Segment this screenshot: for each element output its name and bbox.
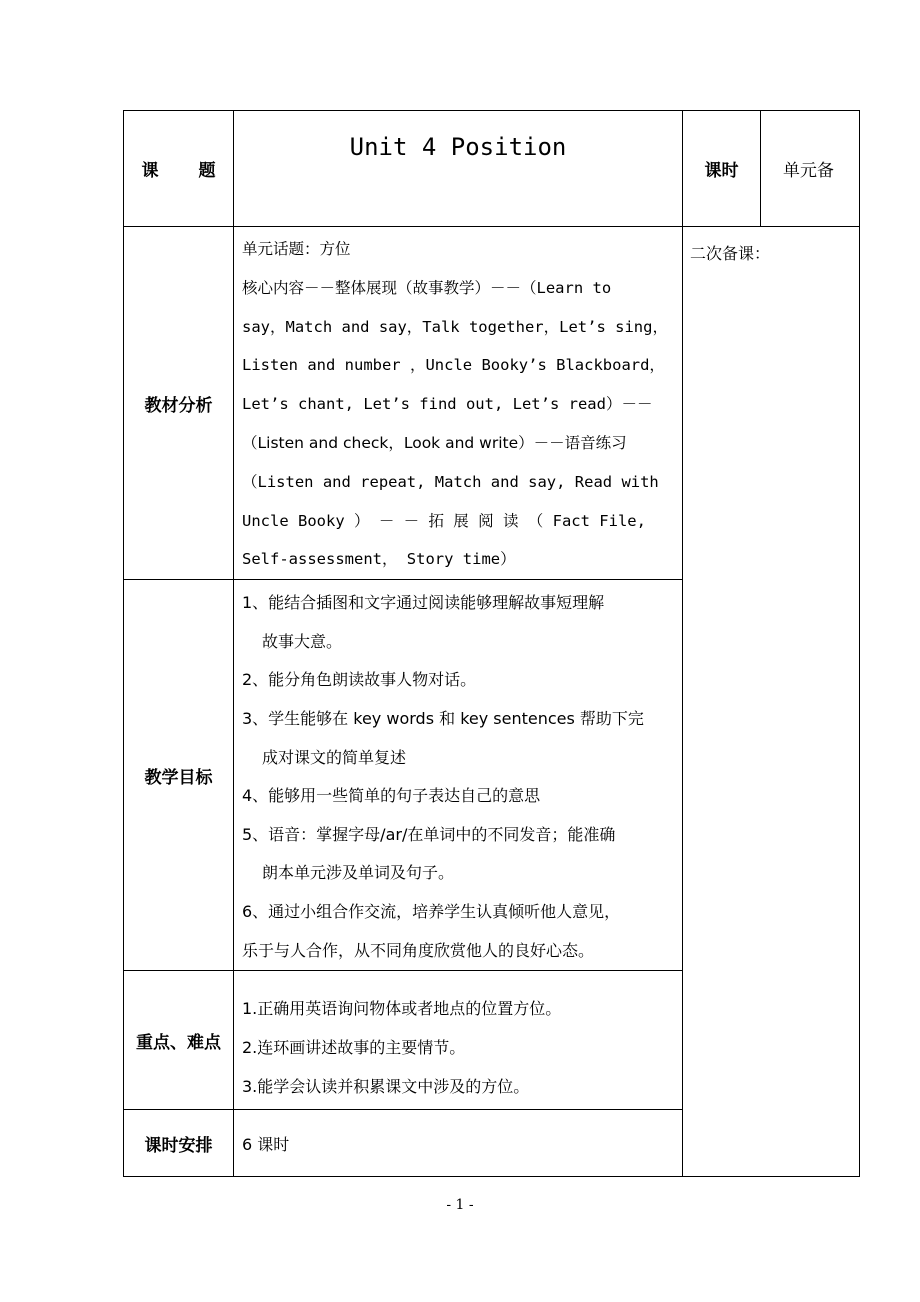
schedule-label: 课时安排 <box>124 1110 234 1177</box>
title-row <box>124 111 860 227</box>
topic-label-left: 课 <box>141 161 159 181</box>
objective-item <box>242 777 676 816</box>
page-number: - 1 - <box>446 1197 474 1213</box>
key-point-item: 1.正确用英语询问物体或者地点的位置方位。 <box>242 999 562 1019</box>
period-value: 单元备 <box>761 111 860 227</box>
objective-item <box>242 700 676 777</box>
objectives-content <box>234 580 683 971</box>
analysis-line: （Listen and check，Look and write）－－语音练习 <box>242 433 627 452</box>
objective-line: 乐于与人合作，从不同角度欣赏他人的良好心态。 <box>242 940 595 960</box>
analysis-line: Uncle Booky ） － － 拓 展 阅 读 （ Fact File, <box>242 511 646 530</box>
objective-line: 2、能分角色朗读故事人物对话。 <box>242 670 477 690</box>
objective-line: 故事大意。 <box>262 631 343 651</box>
analysis-content <box>234 227 683 580</box>
analysis-line: Self-assessment， Story time） <box>242 550 516 569</box>
secondary-prep-cell <box>683 227 860 1177</box>
objective-item <box>242 584 676 661</box>
key-points-label: 重点、难点 <box>124 971 234 1110</box>
objective-line: 6、通过小组合作交流，培养学生认真倾听他人意见， <box>242 901 621 921</box>
objective-item <box>242 816 676 893</box>
analysis-line: Let’s chant, Let’s find out, Let’s read）－－ <box>242 395 653 414</box>
lesson-plan-table <box>123 110 860 1177</box>
objective-item <box>242 893 676 970</box>
analysis-label: 教材分析 <box>124 227 234 580</box>
topic-label <box>124 111 234 227</box>
objective-line: 5、语音：掌握字母/ar/在单词中的不同发音；能准确 <box>242 824 616 844</box>
objective-line: 成对课文的简单复述 <box>262 747 407 767</box>
key-point-item: 3.能学会认读并积累课文中涉及的方位。 <box>242 1077 530 1097</box>
secondary-prep-label: 二次备课： <box>690 244 771 263</box>
key-points-content <box>234 971 683 1110</box>
analysis-line: 单元话题：方位 <box>242 240 351 258</box>
objective-line: 朗本单元涉及单词及句子。 <box>262 863 455 883</box>
topic-label-right: 题 <box>198 161 216 181</box>
unit-title: Unit 4 Position <box>349 133 567 161</box>
analysis-line: （Listen and repeat, Match and say, Read with <box>242 472 659 491</box>
objective-item <box>242 661 676 700</box>
analysis-row <box>124 227 860 580</box>
objectives-label: 教学目标 <box>124 580 234 971</box>
period-label: 课时 <box>683 111 761 227</box>
analysis-line: say，Match and say，Talk together，Let’s sing， <box>242 317 668 336</box>
title-cell <box>234 111 683 227</box>
schedule-value: 6 课时 <box>234 1110 683 1177</box>
objective-line: 1、能结合插图和文字通过阅读能够理解故事短理解 <box>242 593 605 613</box>
objective-line: 4、能够用一些简单的句子表达自己的意思 <box>242 786 541 806</box>
objective-line: 3、学生能够在 key words 和 key sentences 帮助下完 <box>242 708 644 728</box>
key-point-item: 2.连环画讲述故事的主要情节。 <box>242 1038 466 1058</box>
analysis-line: 核心内容－－整体展现（故事教学）－－（Learn to <box>242 278 612 297</box>
analysis-line: Listen and number ，Uncle Booky’s Blackboard， <box>242 356 665 375</box>
